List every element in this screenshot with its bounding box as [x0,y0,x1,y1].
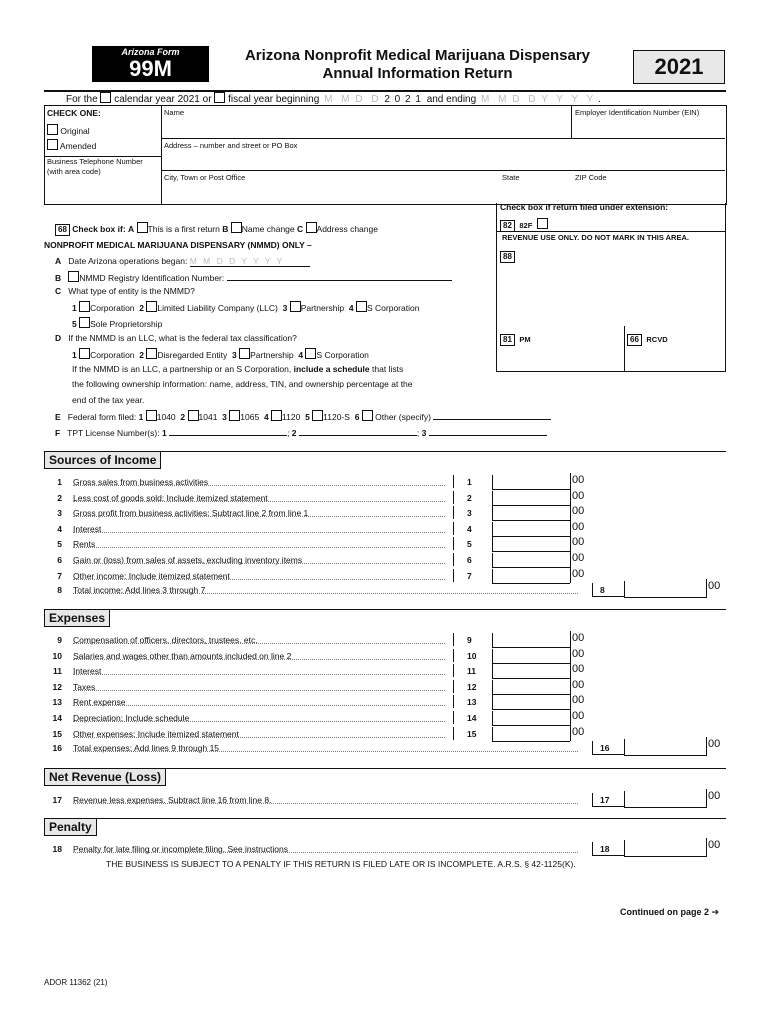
amount-field[interactable] [492,649,570,664]
c-letter: C [55,286,62,296]
d4-num: 4 [298,350,304,360]
dotted-leader [73,751,578,752]
fiscal-year-label: fiscal year beginning [228,94,320,105]
line-ref: 17 [600,795,610,805]
nmmd-f: F TPT License Number(s): 1 ; 2 ; 3 [55,426,547,438]
sole-proprietorship-label: Sole Proprietorship [90,319,163,329]
c5-num: 5 [72,319,77,329]
corporation-label: Corporation [90,303,135,313]
llc-classification-options [72,348,369,360]
line-ref-box [453,522,492,535]
a-letter: A [55,256,62,266]
line-text: Gross sales from business activities [73,477,209,487]
line-ref-box [592,583,625,597]
ending-label: and ending [426,94,477,105]
begin-month: M M [324,94,353,105]
line-ref-box [453,506,492,519]
opt-b-letter: B [222,224,229,234]
amount-field[interactable] [492,553,570,568]
amount-field[interactable] [624,581,707,598]
state-label: State [502,173,520,182]
llc-checkbox[interactable] [146,301,157,312]
amended-checkbox[interactable] [47,139,58,150]
line-number: 18 [52,844,62,854]
c4-num: 4 [348,303,354,313]
cents: 00 [572,567,585,580]
name-change-checkbox[interactable] [231,222,242,233]
first-return-checkbox[interactable] [137,222,148,233]
ownership-note-1 [72,364,403,374]
entity-type-label: What type of entity is the NMMD? [68,286,195,296]
note-post: that lists [372,364,404,374]
d-letter: D [55,333,62,343]
dotted-leader [73,563,445,564]
s-corporation-label: S Corporation [367,303,420,313]
end-month: M M [480,94,510,105]
d3-num: 3 [232,350,237,360]
line-text: Interest [73,666,102,677]
e2-num: 2 [180,412,186,422]
calendar-year-checkbox[interactable] [100,92,111,103]
cents-divider [706,838,707,856]
dotted-leader [73,485,445,486]
line-ref: 2 [467,492,472,503]
cents: 00 [572,552,585,564]
c2-num: 2 [139,303,144,313]
line-ref: 5 [467,539,472,550]
line-ref: 14 [467,713,477,723]
nmmd-d [55,333,297,343]
line-number: 11 [53,666,62,677]
c1-num: 1 [72,303,77,313]
penalty-notice: THE BUSINESS IS SUBJECT TO A PENALTY IF THIS RETURN IS FILED LATE OR IS INCOMPLETE. A.R.S. § 42-1125(K). [106,859,576,869]
period-line [66,92,601,106]
amount-field[interactable] [492,569,570,584]
entity-type-option-5 [72,317,162,329]
title-line-2: Annual Information Return [322,65,513,82]
e4-num: 4 [263,412,269,422]
line-text: Other income: Include itemized statement [73,570,230,581]
zip-label: ZIP Code [575,173,607,182]
d1-num: 1 [72,350,77,360]
begin-year: 2 0 2 1 [384,94,422,105]
amount-field[interactable] [492,695,570,710]
line-number: 4 [57,523,62,534]
line-number: 8 [57,585,62,595]
line-text: Total expenses: Add lines 9 through 15 [73,743,220,753]
first-return-label: This is a first return [147,224,220,234]
form-caption: Arizona Form [121,47,180,57]
line-ref: 12 [467,681,477,692]
pm-label: PM [519,335,531,344]
rcvd-stamp [627,329,668,347]
dotted-leader [73,705,445,706]
dotted-leader [73,659,445,660]
line-number: 2 [57,492,62,503]
line-ref: 9 [467,635,472,645]
amount-field[interactable] [492,491,570,506]
amount-field[interactable] [492,633,570,648]
cents-divider [570,520,571,536]
line-ref: 8 [600,585,605,595]
dotted-leader [73,737,445,738]
opt-a-letter: A [128,224,135,234]
line-text: Rent expense [73,697,126,708]
dotted-leader [73,721,445,722]
partnership-checkbox[interactable] [290,301,301,312]
line-number: 10 [52,650,62,661]
cents-divider [570,647,571,663]
cents: 00 [572,694,585,707]
line-number: 6 [57,555,62,565]
nmmd-a [55,256,310,267]
llc-label: Limited Liability Company (LLC) [157,303,278,313]
cents-divider [570,535,571,551]
amount-field[interactable] [492,727,570,742]
note-bold: include a schedule [293,364,370,374]
address-change-checkbox[interactable] [306,222,317,233]
original-checkbox[interactable] [47,124,58,135]
line-ref-box [453,553,492,566]
dotted-leader [73,501,445,502]
registry-checkbox[interactable] [68,271,79,282]
cents: 00 [572,678,585,691]
line-text: Penalty for late filing or incomplete filing. See instructions [73,844,288,854]
line-ref: 6 [467,555,472,565]
form-1120s-label: 1120-S [323,412,350,422]
cents-divider [570,678,571,694]
amount-field[interactable] [492,711,570,726]
dotted-leader [73,852,578,853]
fiscal-year-checkbox[interactable] [214,92,225,103]
federal-form-label: Federal form filed: [67,412,137,422]
llc-corporation-label: Corporation [90,350,135,360]
end-day: D D [512,94,539,105]
disregarded-entity-checkbox[interactable] [146,348,157,359]
cents: 00 [572,520,585,533]
line-ref-box [453,633,492,646]
code-66: 66 [627,334,642,346]
ownership-note-2: the following ownership information: name, address, TIN, and ownership percentage at the [72,379,413,389]
tpt-license-label: TPT License Number(s): [67,428,160,438]
opt-c-letter: C [297,224,304,234]
tpt-2-num: 2 [291,428,297,438]
tpt-license-1[interactable] [169,426,287,436]
address-change-label: Address change [316,224,378,234]
name-label: Name [164,108,185,117]
line-text: Total income: Add lines 3 through 7 [73,585,206,595]
rcvd-label: RCVD [646,335,668,344]
other-form-label: Other (specify) [375,412,431,422]
name-change-label: Name change [241,224,295,234]
cents-divider [570,693,571,709]
partnership-label: Partnership [300,303,345,313]
llc-corporation-checkbox[interactable] [79,348,90,359]
line-text: Revenue less expenses. Subtract line 16 from line 8. [73,795,272,805]
check-if-label: Check box if: [72,224,126,234]
city-label: City, Town or Post Office [164,173,246,182]
ownership-note-3: end of the tax year. [72,395,145,405]
form-badge [92,46,209,82]
cents: 00 [572,536,585,549]
line-number: 14 [52,713,62,723]
corporation-checkbox[interactable] [79,301,90,312]
line-ref: 13 [467,697,477,708]
tpt-license-2[interactable] [299,426,417,436]
e3-num: 3 [222,412,227,422]
begin-day: D D [355,94,382,105]
dotted-leader [73,674,445,675]
line-text: Interest [73,523,102,534]
dotted-leader [73,579,445,580]
cents-divider [570,631,571,647]
line-ref: 1 [467,477,472,487]
dotted-leader [73,643,445,644]
check-one-label: CHECK ONE: [47,108,101,118]
b-letter: B [55,273,62,283]
e5-num: 5 [305,412,310,422]
llc-partnership-label: Partnership [250,350,294,360]
tpt-1-num: 1 [161,428,167,438]
tax-year-box: 2021 [633,50,725,84]
nmmd-b [55,271,452,283]
line-number: 12 [52,681,62,692]
cents: 00 [708,738,721,750]
end-year: Y Y Y Y [541,94,597,105]
sole-proprietorship-checkbox[interactable] [79,317,90,328]
form-title [215,47,620,83]
cents: 00 [708,839,721,851]
entity-type-options [72,301,419,313]
cents: 00 [572,663,585,676]
form-1120s-checkbox[interactable] [312,410,323,421]
line-text: Salaries and wages other than amounts included on line 2 [73,650,292,661]
code-68: 68 [55,224,70,236]
cents: 00 [572,489,585,502]
amount-field[interactable] [492,537,570,552]
form-1120-checkbox[interactable] [271,410,282,421]
note-pre: If the NMMD is an LLC, a partnership or an S Corporation, [72,364,292,374]
code-81: 81 [500,334,515,346]
cents: 00 [708,580,721,592]
tpt-3-num: 3 [421,428,427,438]
original-option[interactable] [47,124,90,136]
line-text: Gain or (loss) from sales of assets, excluding inventory items [73,555,303,565]
cents-divider [570,725,571,741]
calendar-year-label: calendar year 2021 or [114,94,212,105]
cents: 00 [572,710,585,722]
dotted-leader [73,532,445,533]
dotted-leader [73,516,445,517]
dotted-leader [73,690,445,691]
line-number: 9 [57,635,62,645]
sources-heading: Sources of Income [44,451,161,469]
form-1040-checkbox[interactable] [146,410,157,421]
revenue-use-label: REVENUE USE ONLY. DO NOT MARK IN THIS AREA. [502,233,689,242]
cents-divider [570,662,571,678]
cents: 00 [572,632,585,644]
continued-note: Continued on page 2 ➔ [620,907,720,917]
cents-divider [570,504,571,520]
e6-num: 6 [354,412,360,422]
line-number: 15 [52,728,62,739]
tpt-license-3[interactable] [429,426,547,436]
line-number: 3 [57,508,62,519]
original-label: Original [60,126,90,136]
cents: 00 [572,474,585,486]
cents-divider [570,709,571,725]
amount-field[interactable] [492,506,570,521]
operations-began-label: Date Arizona operations began: [68,256,188,266]
line-number: 16 [52,743,62,753]
line-text: Rents [73,539,96,550]
line-text: Compensation of officers, directors, trustees, etc. [73,635,258,645]
llc-s-corporation-label: S Corporation [316,350,369,360]
title-line-1: Arizona Nonprofit Medical Marijuana Dispensary [244,47,591,64]
s-corporation-checkbox[interactable] [356,301,367,312]
line-ref: 15 [467,728,477,739]
line-text: Less cost of goods sold: Include itemized statement [73,492,268,503]
code-82: 82 [500,220,515,232]
code-82f: 82F [519,221,533,230]
code-88-box [500,246,515,264]
line-text: Other expenses: Include itemized statement [73,728,239,739]
llc-s-corporation-checkbox[interactable] [305,348,316,359]
line-ref: 11 [467,666,476,677]
cents-divider [570,567,571,583]
for-the-label: For the [66,94,98,105]
cents: 00 [572,647,585,660]
dotted-leader [73,593,578,594]
code-88: 88 [500,251,515,263]
address-label: Address – number and street or PO Box [164,141,298,150]
form-1040-label: 1040 [156,412,176,422]
other-form-field[interactable] [433,410,551,420]
form-1041-checkbox[interactable] [188,410,199,421]
llc-partnership-checkbox[interactable] [239,348,250,359]
line-number: 13 [52,697,62,708]
amount-field[interactable] [492,475,570,490]
nmmd-heading: NONPROFIT MEDICAL MARIJUANA DISPENSARY (NMMD) ONLY – [44,240,312,250]
disregarded-entity-label: Disregarded Entity [157,350,228,360]
amount-field[interactable] [492,522,570,537]
amended-label: Amended [59,141,97,151]
cents: 00 [572,505,585,518]
amended-option[interactable] [47,139,96,151]
pm-stamp [500,329,531,347]
d2-num: 2 [139,350,144,360]
form-1120-label: 1120 [282,412,301,422]
nmmd-e [55,410,551,422]
amount-field[interactable] [492,664,570,679]
line-ref: 18 [600,844,610,854]
expenses-heading: Expenses [44,609,110,627]
amount-field[interactable] [624,840,707,857]
status-checks-row [55,222,378,236]
line-ref: 4 [467,523,472,534]
line-ref: 3 [467,508,472,519]
form-1065-checkbox[interactable] [229,410,240,421]
line-text: Gross profit from business activities: Subtract line 2 from line 1 [73,508,309,519]
e1-num: 1 [138,412,144,422]
line-text: Depreciation: Include schedule [73,713,190,723]
id-block [44,105,727,205]
registry-label: NMMD Registry Identification Number: [79,273,225,283]
c3-num: 3 [282,303,288,313]
other-form-checkbox[interactable] [362,410,373,421]
cents-divider [706,579,707,597]
form-number: 99M [129,56,172,81]
extension-checkbox[interactable] [537,218,548,229]
cents: 00 [572,725,585,738]
form-1065-label: 1065 [240,412,260,422]
operations-began-field[interactable]: M M D D Y Y Y Y [190,256,310,267]
cents-divider [570,473,571,489]
line-ref-box [453,537,492,550]
f-letter: F [55,428,61,438]
form-1041-label: 1041 [198,412,218,422]
cents-divider [706,737,707,755]
ein-label: Employer Identification Number (EIN) [575,108,700,117]
line-ref: 7 [467,570,472,581]
extension-label: Check box if return filed under extension: [500,202,669,212]
penalty-heading: Penalty [44,818,97,836]
cents-divider [570,551,571,567]
dotted-leader [73,803,578,804]
form-id: ADOR 11362 (21) [44,978,108,987]
end-period: . [598,94,601,105]
line-ref-box [453,475,492,488]
line-ref-box [453,491,492,504]
amount-field[interactable] [624,791,707,808]
line-ref: 16 [600,743,610,753]
line-number: 1 [57,477,62,487]
cents-divider [570,489,571,505]
line-text: Taxes [73,681,96,692]
line-number: 17 [52,795,62,805]
dotted-leader [73,547,445,548]
line-number: 7 [57,570,62,581]
cents-divider [706,789,707,807]
amount-field[interactable] [624,739,707,756]
line-ref: 10 [467,650,477,661]
registry-field[interactable] [227,271,452,281]
nmmd-c [55,286,195,296]
llc-classification-label: If the NMMD is an LLC, what is the federal tax classification? [68,333,297,343]
line-number: 5 [57,539,62,550]
e-letter: E [55,412,61,422]
cents: 00 [708,790,721,802]
amount-field[interactable] [492,680,570,695]
line-ref-box [453,569,492,582]
phone-label: Business Telephone Number (with area code) [47,157,143,176]
net-revenue-heading: Net Revenue (Loss) [44,768,166,786]
